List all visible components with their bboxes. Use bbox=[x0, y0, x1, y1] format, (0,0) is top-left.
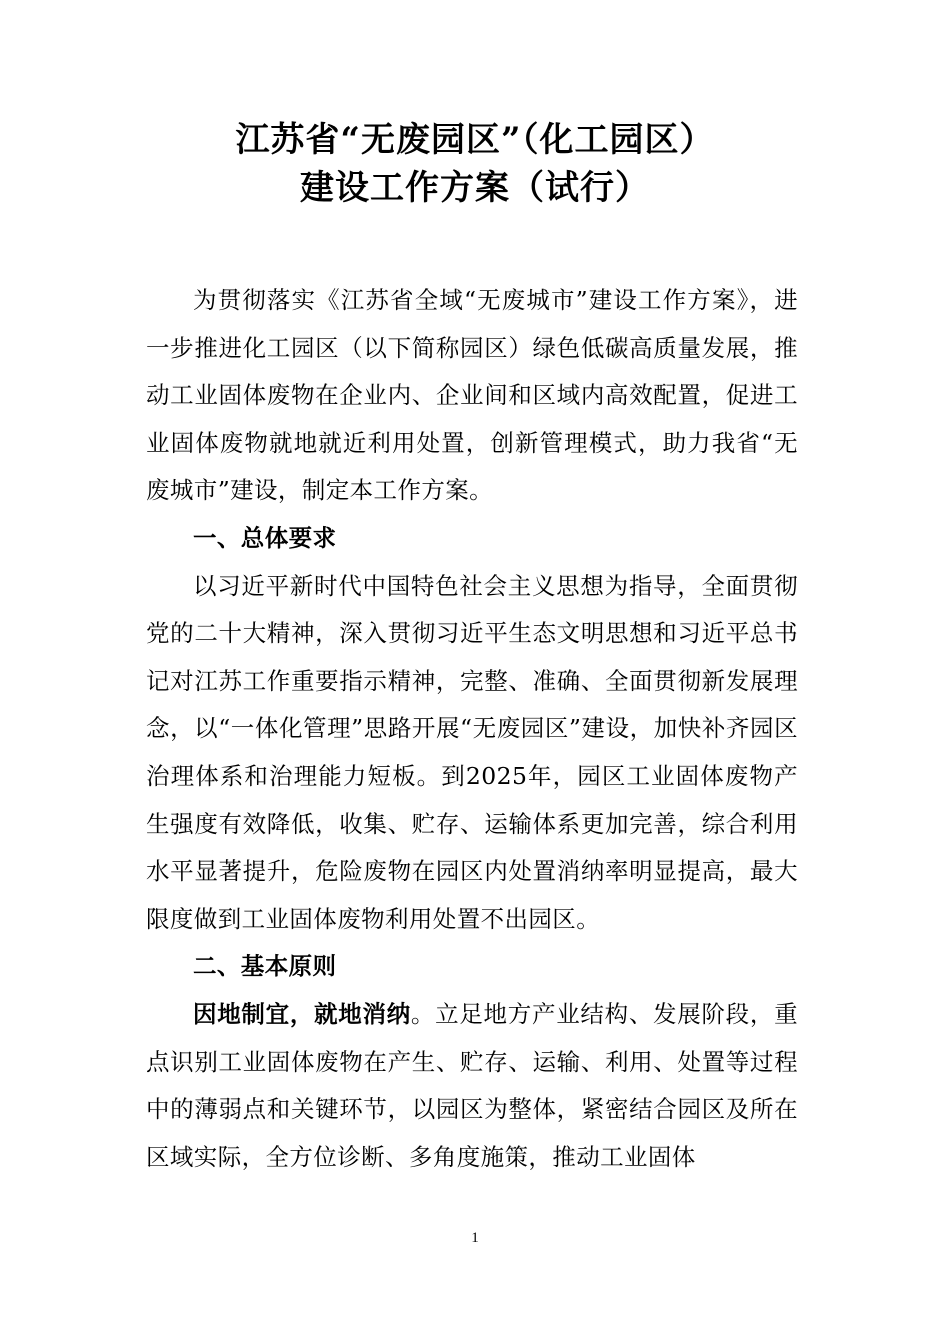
section-heading-basic-principles: 二、基本原则 bbox=[193, 952, 337, 981]
principle-lead: 因地制宜，就地消纳 bbox=[193, 999, 411, 1028]
section-heading-general-requirements: 一、总体要求 bbox=[193, 523, 337, 552]
document-title-line1: 江苏省“无废园区”（化工园区） bbox=[235, 120, 715, 160]
principle-body: 。立足地方产业结构、发展阶段，重点识别工业固体废物在产生、贮存、运输、利用、处置等过程中的薄弱点和关键环节，以园区为整体，紧密结合园区及所在区域实际，全方位诊断、多角度施策，推动工业固体 bbox=[146, 999, 798, 1171]
document-body bbox=[146, 277, 798, 1181]
principle-paragraph bbox=[146, 991, 798, 1181]
intro-paragraph: 为贯彻落实《江苏省全域“无废城市”建设工作方案》，进一步推进化工园区（以下简称园区）绿色低碳高质量发展，推动工业固体废物在企业内、企业间和区域内高效配置，促进工业固体废物就地就近利用处置，创新管理模式，助力我省“无废城市”建设，制定本工作方案。 bbox=[146, 286, 798, 505]
document-title-line2: 建设工作方案（试行） bbox=[300, 168, 650, 208]
general-requirements-paragraph: 以习近平新时代中国特色社会主义思想为指导，全面贯彻党的二十大精神，深入贯彻习近平生态文明思想和习近平总书记对江苏工作重要指示精神，完整、准确、全面贯彻新发展理念，以“一体化管理”思路开展“无废园区”建设，加快补齐园区治理体系和治理能力短板。到2025年，园区工业固体废物产生强度有效降低，收集、贮存、运输体系更加完善，综合利用水平显著提升，危险废物在园区内处置消纳率明显提高，最大限度做到工业固体废物利用处置不出园区。 bbox=[146, 571, 798, 933]
page-number: 1 bbox=[471, 1230, 479, 1246]
